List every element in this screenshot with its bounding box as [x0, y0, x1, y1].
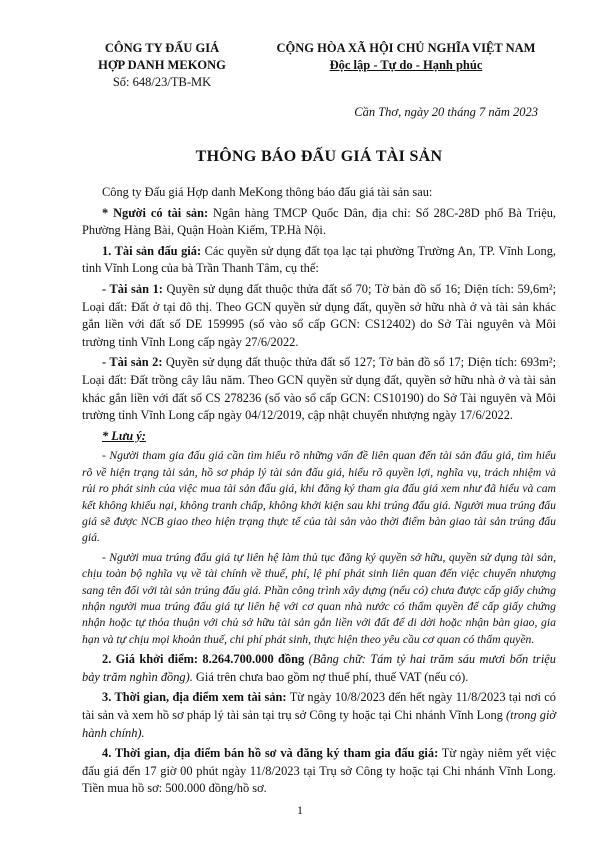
company-name-line1: CÔNG TY ĐẤU GIÁ: [104, 41, 220, 55]
asset-text: Các quyền sử dụng đất tọa lạc tại phường Trường An, TP. Vĩnh Long, tỉnh Vĩnh Long của bà Trần Thanh Tâm, cụ thể:: [82, 243, 556, 276]
asset1-label: - Tài sản 1:: [102, 281, 163, 296]
note-paragraph-2: - Người mua trúng đấu giá tự liên hệ làm thủ tục đăng ký quyền sở hữu, quyền sử dụng tài sản, chịu toàn bộ nghĩa vụ về tài chính về thuế, phí, lệ phí phát sinh liên quan đến việc chuyển nhượng sang tên đối với tài sản trúng đấu giá. Phần công trình xây dựng (nếu có) chưa được cấp giấy chứng nhận người mua trúng đấu giá tự liên hệ với cơ quan nhà nước có thẩm quyền để cấp giấy chứng nhận hoặc tự thỏa thuận với chủ sở hữu tài sản gắn liền với đất để di dời hoặc nhận bàn giao, gia hạn và tự chịu mọi khoản thuế, chi phí phát sinh, thực hiện theo yêu cầu cơ quan có thẩm quyền.: [82, 550, 556, 646]
price-in-words: (Bằng chữ: Tám tỷ hai trăm sáu mươi bốn triệu bảy trăm nghìn đồng).: [82, 652, 556, 684]
owner-label: * Người có tài sản:: [102, 205, 209, 220]
price-text: Giá trên chưa bao gồm nợ thuế phí, thuế VAT (nếu có).: [192, 669, 469, 684]
nation-block: [256, 40, 556, 91]
page-number: 1: [297, 803, 303, 817]
note-label: * Lưu ý:: [102, 428, 146, 443]
asset2-paragraph: [82, 354, 556, 424]
nation-name: CỘNG HÒA XÃ HỘI CHỦ NGHĨA VIỆT NAM: [276, 41, 536, 55]
national-motto: Độc lập - Tự do - Hạnh phúc: [329, 58, 483, 72]
document-header: [82, 40, 556, 91]
note-heading: [82, 428, 556, 446]
asset-label: 1. Tài sản đấu giá:: [102, 243, 202, 258]
viewing-text: Từ ngày 10/8/2023 đến hết ngày 11/8/2023 tại nơi có tài sản và xem hồ sơ pháp lý tài sản tại trụ sở Công ty hoặc tại Chi nhánh Vĩnh Long: [82, 690, 556, 722]
viewing-hours: (trong giờ hành chính).: [82, 707, 556, 740]
owner-text: Ngân hàng TMCP Quốc Dân, địa chỉ: Số 28C-28D phố Bà Triệu, Phường Hàng Bài, Quận Hoàn Kiếm, TP.Hà Nội.: [82, 205, 556, 238]
sale-paragraph: [82, 745, 556, 798]
company-name-line2: HỢP DANH MEKONG: [98, 58, 226, 72]
owner-paragraph: [82, 205, 556, 240]
sale-text: Từ ngày niêm yết việc đấu giá đến 17 giờ 00 phút ngày 11/8/2023 tại Trụ sở Công ty hoặc tại Chi nhánh Vĩnh Long. Tiền mua hồ sơ: 500.000 đồng/hồ sơ.: [82, 746, 556, 796]
note-paragraph-1: - Người tham gia đấu giá cần tìm hiểu rõ những vấn đề liên quan đến tài sản đấu giá, tìm hiểu rõ về hiện trạng tài sản, hồ sơ pháp lý tài sản đấu giá, hiểu rõ quyền lợi, nghĩa vụ, trách nhiệm và rủi ro phát sinh của việc mua tài sản đấu giá, khi đăng ký tham gia đấu giá xem như đã hiểu và cam kết không khiếu nại, không tranh chấp, không khởi kiện sau khi trúng đấu giá. Người mua trúng đấu giá sẽ được NCB giao theo hiện trạng thực tế của tài sản vào thời điểm bàn giao tài sản trúng đấu giá.: [82, 449, 556, 545]
issuer-block: [82, 40, 242, 91]
viewing-label: 3. Thời gian, địa điểm xem tài sản:: [102, 690, 287, 705]
asset1-paragraph: [82, 281, 556, 351]
price-label: 2. Giá khởi điểm: 8.264.700.000 đồng: [102, 652, 305, 667]
price-paragraph: [82, 651, 556, 686]
asset1-text: Quyền sử dụng đất thuộc thửa đất số 70; Tờ bản đồ số 16; Diện tích: 59,6m²; Loại đất: Đất ở tại đô thị. Theo GCN quyền sử dụng đất, quyền sở hữu nhà ở và tài sản khác gắn liền với đất số DE 159995 (số vào sổ cấp GCN: CS12402) do Sở Tài nguyên và Môi trường tỉnh Vĩnh Long cấp ngày 27/6/2022.: [82, 281, 557, 349]
document-body: [82, 184, 556, 798]
asset2-text: Quyền sử dụng đất thuộc thửa đất số 127; Tờ bản đồ số 17; Diện tích: 693m²; Loại đất: Đất trồng cây lâu năm. Theo GCN quyền sử dụng đất, quyền sở hữu nhà ở và tài sản khác gắn liền với đất số CS 278236 (số vào sổ cấp GCN: CS10190) do Sở Tài nguyên và Môi trường tỉnh Vĩnh Long cấp ngày 04/12/2019, cập nhật chuyển nhượng ngày 17/6/2022.: [82, 355, 557, 423]
sale-label: 4. Thời gian, địa điểm bán hồ sơ và đăng ký tham gia đấu giá:: [102, 746, 439, 761]
document-number: Số: 648/23/TB-MK: [112, 75, 212, 89]
intro-paragraph: Công ty Đấu giá Hợp danh MeKong thông báo đấu giá tài sản sau:: [102, 185, 433, 199]
asset-paragraph: [82, 243, 556, 278]
page-title: THÔNG BÁO ĐẤU GIÁ TÀI SẢN: [195, 148, 443, 165]
viewing-paragraph: [82, 689, 556, 742]
asset2-label: - Tài sản 2:: [102, 355, 163, 370]
issue-date: Cần Thơ, ngày 20 tháng 7 năm 2023: [354, 105, 538, 119]
